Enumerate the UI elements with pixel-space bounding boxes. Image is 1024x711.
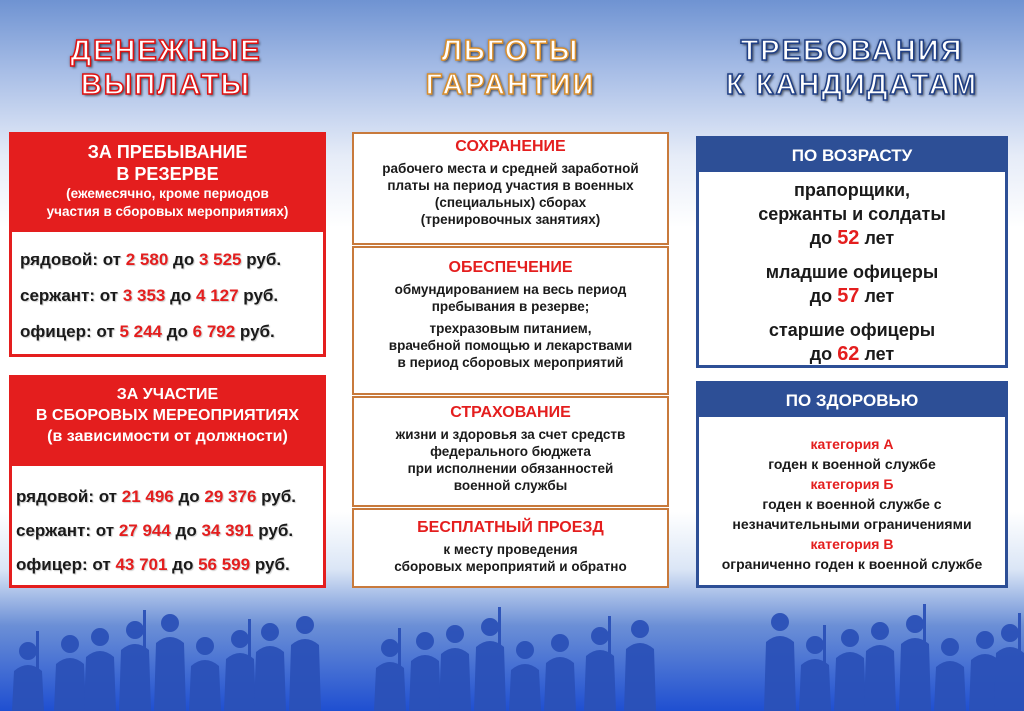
age-header: ПО ВОЗРАСТУ (699, 139, 1005, 172)
age-prefix: до (809, 286, 833, 306)
soldier-body (374, 662, 406, 711)
rate-from: от (96, 322, 115, 341)
soldier-rifle (1018, 613, 1021, 658)
soldier-body (474, 641, 506, 711)
age-group (699, 318, 1005, 366)
rate-row (16, 480, 323, 514)
age-role: младшие офицеры (765, 262, 939, 282)
age-suffix: лет (864, 344, 895, 364)
age-groups (699, 172, 1005, 366)
soldier-body (154, 637, 186, 711)
rate-to: до (170, 286, 192, 305)
soldier-body (289, 639, 321, 711)
reserve-payments-box (9, 132, 326, 357)
benefit-line: военной службы (453, 478, 568, 493)
soldier-body (84, 651, 116, 711)
age-role: прапорщики, (793, 180, 911, 200)
rate-currency: руб. (243, 286, 279, 305)
participation-rates (12, 466, 323, 582)
soldier-head (161, 614, 179, 632)
soldier-body (254, 646, 286, 711)
age-suffix: лет (864, 228, 895, 248)
benefit-line: обмундированием на весь период (394, 282, 627, 297)
rate-from: от (99, 286, 119, 305)
soldier-body (544, 657, 576, 711)
soldier-body (224, 653, 256, 711)
soldier-rifle (248, 619, 251, 664)
rate-to: до (166, 322, 188, 341)
age-prefix: до (809, 344, 833, 364)
participation-header: ЗА УЧАСТИЕ В СБОРОВЫХ МЕРЕОПРИЯТИЯХ (в зависимости от должности) (12, 378, 323, 466)
soldier-body (899, 638, 931, 711)
soldier-head (591, 627, 609, 645)
soldier-body (864, 645, 896, 711)
soldier-body (409, 655, 441, 711)
rate-currency: руб. (254, 555, 290, 574)
age-limit (699, 226, 1005, 250)
payments-heading: ДЕНЕЖНЫЕ ВЫПЛАТЫ (70, 35, 262, 101)
soldier-rifle (608, 616, 611, 661)
benefit-keeping-box: СОХРАНЕНИЕ рабочего места и средней заработной платы на период участия в военных (специальных) сборах (тренировочных занятиях) (352, 132, 669, 245)
soldier-body (764, 636, 796, 711)
health-category: категория Б (810, 476, 894, 492)
rate-role: офицер: (16, 555, 88, 574)
soldier-head (871, 622, 889, 640)
rate-amount-to: 3 525 (198, 250, 242, 269)
soldier-head (126, 621, 144, 639)
soldier-head (196, 637, 214, 655)
benefit-line: (специальных) сборах (434, 195, 587, 210)
age-role: сержанты и солдаты (758, 204, 946, 224)
participation-payments-box (9, 375, 326, 588)
rate-amount-to: 6 792 (192, 322, 236, 341)
age-prefix: до (809, 228, 833, 248)
rate-currency: руб. (246, 250, 282, 269)
soldier-head (231, 630, 249, 648)
benefit-text (354, 160, 667, 228)
rate-to: до (173, 250, 195, 269)
rate-from: от (102, 250, 122, 269)
rate-from: от (92, 555, 111, 574)
soldier-rifle (36, 631, 39, 676)
soldier-head (841, 629, 859, 647)
age-number: 52 (837, 227, 860, 249)
reserve-rates (12, 232, 323, 350)
benefit-line: к месту проведения (443, 542, 578, 557)
soldier-body (439, 648, 471, 711)
soldier-body (584, 650, 616, 711)
soldier-head (516, 641, 534, 659)
soldier-body (624, 643, 656, 711)
soldier-head (416, 632, 434, 650)
benefit-line: пребывания в резерве; (431, 299, 590, 314)
rate-amount-to: 56 599 (198, 555, 251, 574)
benefit-line: платы на период участия в военных (387, 178, 634, 193)
rate-currency: руб. (239, 322, 275, 341)
benefit-text (354, 281, 667, 371)
soldier-body (934, 661, 966, 711)
soldier-head (446, 625, 464, 643)
soldier-head (631, 620, 649, 638)
requirements-heading: ТРЕБОВАНИЯ К КАНДИДАТАМ (726, 35, 978, 101)
benefit-line: врачебной помощью и лекарствами (388, 338, 633, 353)
soldier-head (19, 642, 37, 660)
rate-amount-from: 3 353 (122, 286, 166, 305)
benefit-line: сборовых мероприятий и обратно (394, 559, 627, 574)
rate-currency: руб. (261, 487, 296, 506)
soldier-head (296, 616, 314, 634)
soldier-head (61, 635, 79, 653)
rate-amount-to: 29 376 (204, 487, 257, 506)
rate-amount-from: 5 244 (119, 322, 162, 341)
benefit-line: жизни и здоровья за счет средств (395, 427, 626, 442)
rate-amount-from: 27 944 (118, 521, 171, 540)
soldier-head (771, 613, 789, 631)
benefits-heading: ЛЬГОТЫ ГАРАНТИИ (425, 35, 596, 101)
health-category: категория А (810, 436, 894, 452)
benefit-supply-box: ОБЕСПЕЧЕНИЕ обмундированием на весь период пребывания в резерве; трехразовым питанием, врачебной помощью и лекарствами в период сборовых мероприятий (352, 246, 669, 395)
benefit-insurance-box: СТРАХОВАНИЕ жизни и здоровья за счет средств федерального бюджета при исполнении обязанностей военной службы (352, 396, 669, 507)
rate-row (16, 548, 323, 582)
rate-role: офицер: (20, 322, 92, 341)
soldier-rifle (398, 628, 401, 673)
soldier-head (481, 618, 499, 636)
age-group (699, 178, 1005, 250)
rate-amount-to: 34 391 (201, 521, 254, 540)
soldier-head (976, 631, 994, 649)
soldier-rifle (923, 604, 926, 649)
benefit-line: рабочего места и средней заработной (382, 161, 639, 176)
rate-role: рядовой: (16, 487, 94, 506)
benefit-text (354, 426, 667, 494)
health-description: годен к военной службе (768, 456, 936, 472)
rate-role: сержант: (20, 286, 96, 305)
health-categories (699, 417, 1005, 574)
soldier-head (381, 639, 399, 657)
soldier-head (91, 628, 109, 646)
rate-row (20, 278, 315, 314)
rate-to: до (175, 521, 197, 540)
rate-amount-from: 21 496 (121, 487, 174, 506)
health-category: категория В (810, 536, 894, 552)
soldier-head (261, 623, 279, 641)
benefit-text (354, 541, 667, 575)
soldier-head (941, 638, 959, 656)
age-number: 57 (837, 285, 860, 307)
age-requirements-box (696, 136, 1008, 368)
health-requirements-box (696, 381, 1008, 588)
soldier-body (119, 644, 151, 711)
rate-amount-to: 4 127 (196, 286, 239, 305)
rate-row (20, 242, 315, 278)
age-role: старшие офицеры (768, 320, 936, 340)
age-group (699, 260, 1005, 308)
soldier-rifle (823, 625, 826, 670)
rate-to: до (178, 487, 200, 506)
age-limit (699, 342, 1005, 366)
soldier-body (189, 660, 221, 711)
age-limit (699, 284, 1005, 308)
soldier-body (12, 665, 44, 711)
rate-amount-from: 2 580 (125, 250, 169, 269)
benefit-line: в период сборовых мероприятий (397, 355, 624, 370)
rate-to: до (172, 555, 194, 574)
rate-row (20, 314, 315, 350)
rate-role: рядовой: (20, 250, 98, 269)
health-description: незначительными ограничениями (732, 516, 972, 532)
rate-from: от (95, 521, 115, 540)
age-number: 62 (837, 343, 860, 365)
reserve-header: ЗА ПРЕБЫВАНИЕ В РЕЗЕРВЕ (ежемесячно, кроме периодов участия в сборовых мероприятиях) (12, 135, 323, 232)
soldier-rifle (143, 610, 146, 655)
soldier-head (906, 615, 924, 633)
soldier-rifle (498, 607, 501, 652)
soldier-head (806, 636, 824, 654)
soldier-body (509, 664, 541, 711)
benefit-line: трехразовым питанием, (429, 321, 592, 336)
health-header: ПО ЗДОРОВЬЮ (699, 384, 1005, 417)
soldier-body (799, 659, 831, 711)
soldier-body (54, 658, 86, 711)
rate-from: от (98, 487, 118, 506)
rate-role: сержант: (16, 521, 92, 540)
benefit-line: (тренировочных занятиях) (420, 212, 601, 227)
soldier-head (1001, 624, 1019, 642)
age-suffix: лет (864, 286, 895, 306)
soldier-body (834, 652, 866, 711)
benefit-line: при исполнении обязанностей (407, 461, 614, 476)
benefit-travel-box: БЕСПЛАТНЫЙ ПРОЕЗД к месту проведения сборовых мероприятий и обратно (352, 508, 669, 588)
rate-row (16, 514, 323, 548)
health-description: ограниченно годен к военной службе (721, 556, 983, 572)
health-description: годен к военной службе с (762, 496, 942, 512)
rate-currency: руб. (258, 521, 294, 540)
soldiers-silhouette (0, 585, 1024, 711)
benefit-line: федерального бюджета (430, 444, 591, 459)
rate-amount-from: 43 701 (115, 555, 168, 574)
soldier-head (551, 634, 569, 652)
